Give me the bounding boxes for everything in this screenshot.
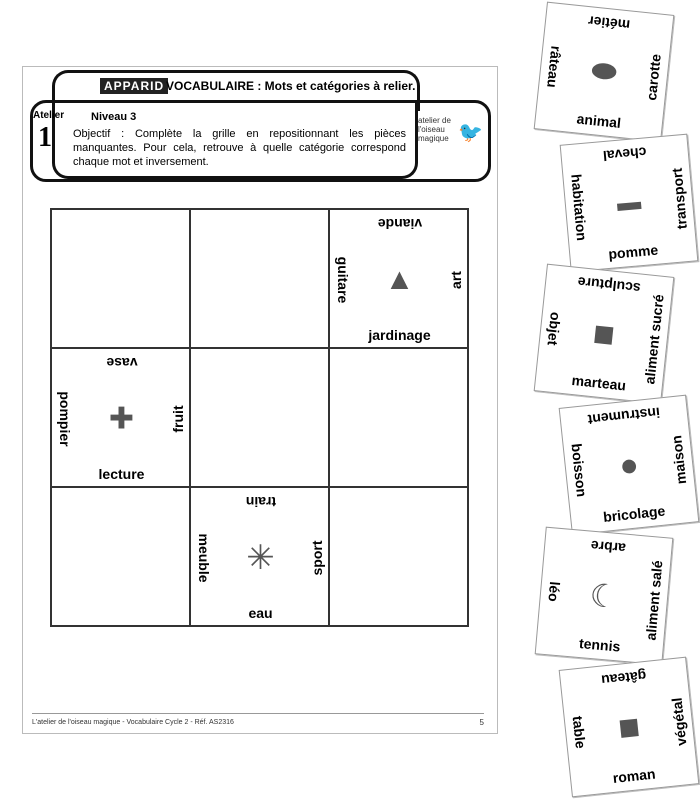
brand-logo-text: atelier de l'oiseau magique [418,116,451,143]
word-right: sport [309,540,325,575]
footer-text: L'atelier de l'oiseau magique - Vocabulaire Cycle 2 - Réf. AS2316 [32,719,234,726]
word-top: train [245,494,276,510]
rectangle-icon: ▬ [615,188,643,217]
word-right: art [448,270,464,289]
ellipse-icon: ⬬ [589,53,619,90]
placed-piece [191,488,330,627]
cross-icon: ✚ [108,402,135,435]
circle-icon: ● [617,445,641,484]
grid-cell-empty[interactable] [51,487,190,626]
word-left: objet [544,311,564,347]
word-top: instrument [587,404,661,429]
loose-piece[interactable] [535,527,674,666]
loose-piece[interactable] [534,264,675,405]
square-icon: ■ [591,311,618,356]
word-right: fruit [170,404,186,433]
word-left: boisson [568,442,591,498]
level-label: Niveau 3 [91,111,137,123]
word-bottom: eau [248,605,273,621]
square-icon: ■ [615,704,642,749]
grid-cell-empty[interactable] [190,209,329,348]
puzzle-grid [50,208,469,627]
word-bottom: jardinage [368,327,431,343]
grid-cell [190,487,329,626]
word-right: végétal [668,696,690,747]
word-left: râteau [544,45,565,89]
word-bottom: animal [575,110,622,132]
word-right: transport [668,167,690,230]
loose-piece[interactable] [559,657,700,798]
word-left: guitare [335,256,351,303]
word-top: cheval [602,144,648,165]
word-top: arbre [590,537,627,557]
word-left: meuble [196,532,212,583]
footer [32,713,484,726]
word-right: carotte [643,53,665,102]
grid-cell [329,209,468,348]
word-right: aliment salé [642,559,666,641]
apparid-logo: APPARID [100,78,168,94]
placed-piece [330,210,469,349]
triangle-icon: ▲ [384,262,415,296]
word-bottom: tennis [578,635,621,655]
word-bottom: marteau [570,371,627,394]
word-left: habitation [568,173,591,242]
worksheet-title: VOCABULAIRE : Mots et catégories à relier. [166,79,416,93]
page-number: 5 [479,718,484,727]
grid-cell [51,348,190,487]
word-top: gâteau [600,667,648,689]
word-left: léo [545,580,564,603]
placed-piece [52,349,191,488]
objective-text: Objectif : Complète la grille en repositionnant les pièces manquantes. Pour cela, retrouve à quelle catégorie correspond chaque mot et inversement. [73,128,406,168]
word-left: pompier [57,390,73,447]
grid-cell-empty[interactable] [329,487,468,626]
word-bottom: lecture [98,466,145,482]
word-bottom: pomme [607,241,659,262]
grid-cell-empty[interactable] [190,348,329,487]
word-top: vase [105,355,138,371]
word-right: maison [668,434,690,485]
crescent-icon: ☾ [588,576,620,616]
grid-cell-empty[interactable] [51,209,190,348]
atelier-label: Atelier [33,110,65,121]
loose-piece[interactable] [534,2,675,143]
bird-icon: 🐦 [458,122,483,144]
word-right: aliment sucré [641,293,667,385]
loose-piece[interactable] [560,134,699,273]
word-top: métier [587,13,631,34]
word-top: sculpture [576,274,642,297]
atelier-number: 1 [38,122,52,153]
grid-cell-empty[interactable] [329,348,468,487]
word-top: viande [377,216,422,232]
loose-piece[interactable] [559,395,700,536]
word-bottom: bricolage [602,502,666,525]
word-left: table [569,715,589,750]
word-bottom: roman [612,765,657,786]
asterisk-icon: ✳ [246,538,275,577]
